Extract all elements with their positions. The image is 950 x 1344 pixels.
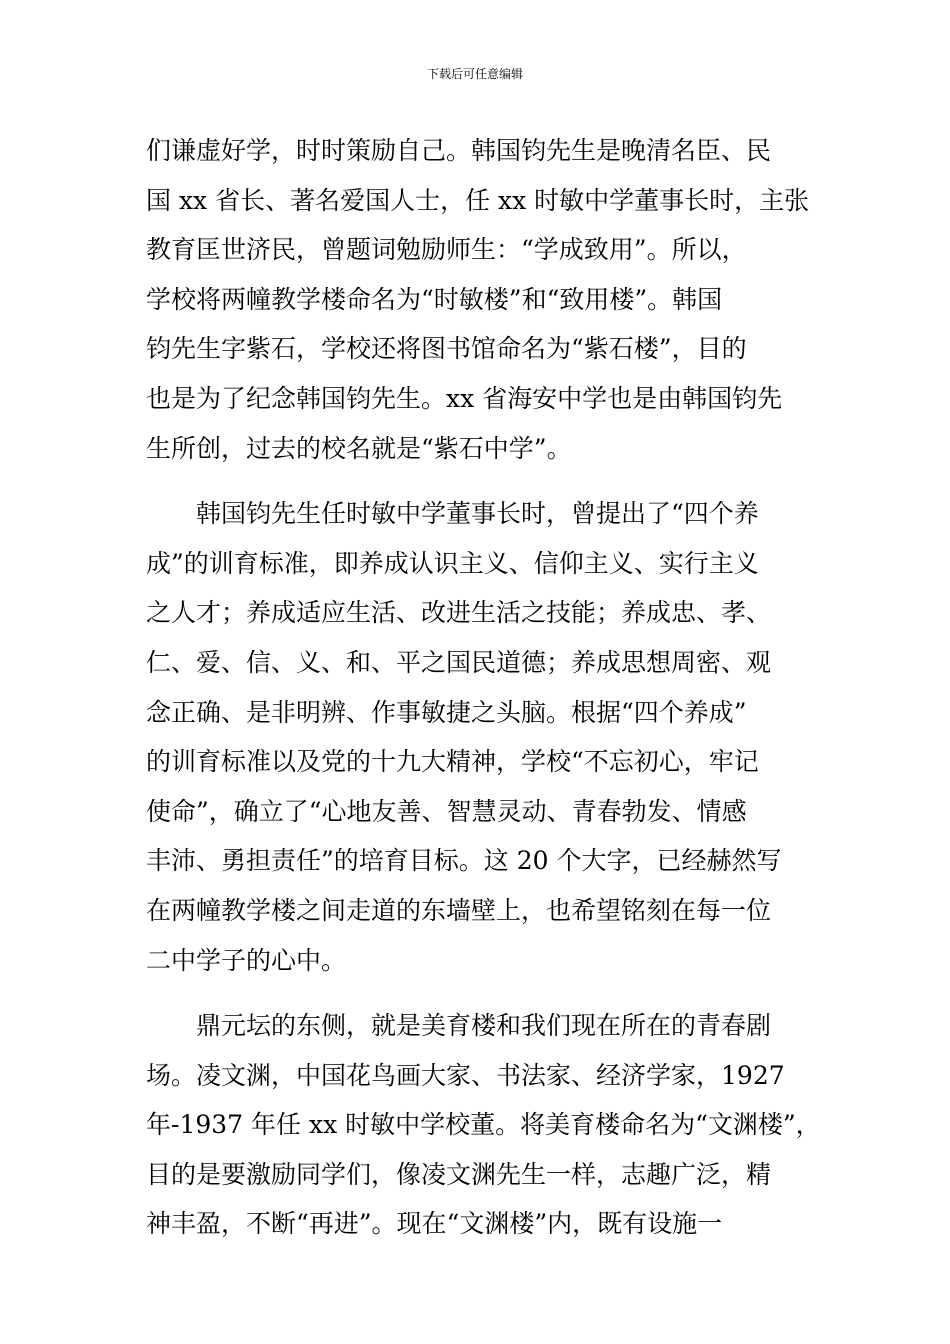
text-line: 神丰盈，不断“再进”。现在“文渊楼”内，既有设施一 xyxy=(146,1209,723,1239)
text-line: 国 xx 省长、著名爱国人士，任 xx 时敏中学董事长时，主张 xyxy=(146,185,810,215)
text-line: 的训育标准以及党的十九大精神，学校“不忘初心，牢记 xyxy=(146,747,759,777)
text-line: 使命”，确立了“心地友善、智慧灵动、青春勃发、情感 xyxy=(146,796,747,826)
text-line: 成”的训育标准，即养成认识主义、信仰主义、实行主义 xyxy=(146,548,759,578)
text-line: 目的是要激励同学们，像凌文渊先生一样，志趣广泛，精 xyxy=(146,1159,772,1189)
text-line: 年-1937 年任 xx 时敏中学校董。将美育楼命名为“文渊楼”， xyxy=(146,1110,821,1140)
text-line: 学校将两幢教学楼命名为“时敏楼”和“致用楼”。韩国 xyxy=(146,284,723,314)
page-header: 下载后可任意编辑 xyxy=(426,67,523,81)
text-line: 钧先生字紫石，学校还将图书馆命名为“紫石楼”，目的 xyxy=(146,334,747,364)
text-line: 鼎元坛的东侧，就是美育楼和我们现在所在的青春剧 xyxy=(196,1011,772,1041)
document-body xyxy=(146,126,821,1249)
text-line: 们谦虚好学，时时策励自己。韩国钧先生是晚清名臣、民 xyxy=(146,136,772,165)
text-line: 二中学子的心中。 xyxy=(146,945,347,975)
text-line: 场。凌文渊，中国花鸟画大家、书法家、经济学家，1927 xyxy=(146,1060,785,1090)
text-line: 丰沛、勇担责任”的培育目标。这 20 个大字，已经赫然写 xyxy=(146,846,782,876)
paragraph-1 xyxy=(146,126,816,473)
text-line: 韩国钧先生任时敏中学董事长时，曾提出了“四个养 xyxy=(196,499,759,529)
text-line: 教育匡世济民，曾题词勉励师生：“学成致用”。所以， xyxy=(146,235,747,265)
text-line: 生所创，过去的校名就是“紫石中学”。 xyxy=(146,433,572,463)
text-line: 念正确、是非明辨、作事敏捷之头脑。根据“四个养成” xyxy=(146,697,747,727)
text-line: 在两幢教学楼之间走道的东墙壁上，也希望铭刻在每一位 xyxy=(146,895,772,925)
text-line: 也是为了纪念韩国钧先生。xx 省海安中学也是由韩国钧先 xyxy=(146,383,783,413)
paragraph-2 xyxy=(146,489,816,985)
text-line: 仁、爱、信、义、和、平之国民道德；养成思想周密、观 xyxy=(146,647,772,677)
text-line: 之人才；养成适应生活、改进生活之技能；养成忠、孝、 xyxy=(146,598,772,628)
paragraph-3 xyxy=(146,1001,821,1249)
